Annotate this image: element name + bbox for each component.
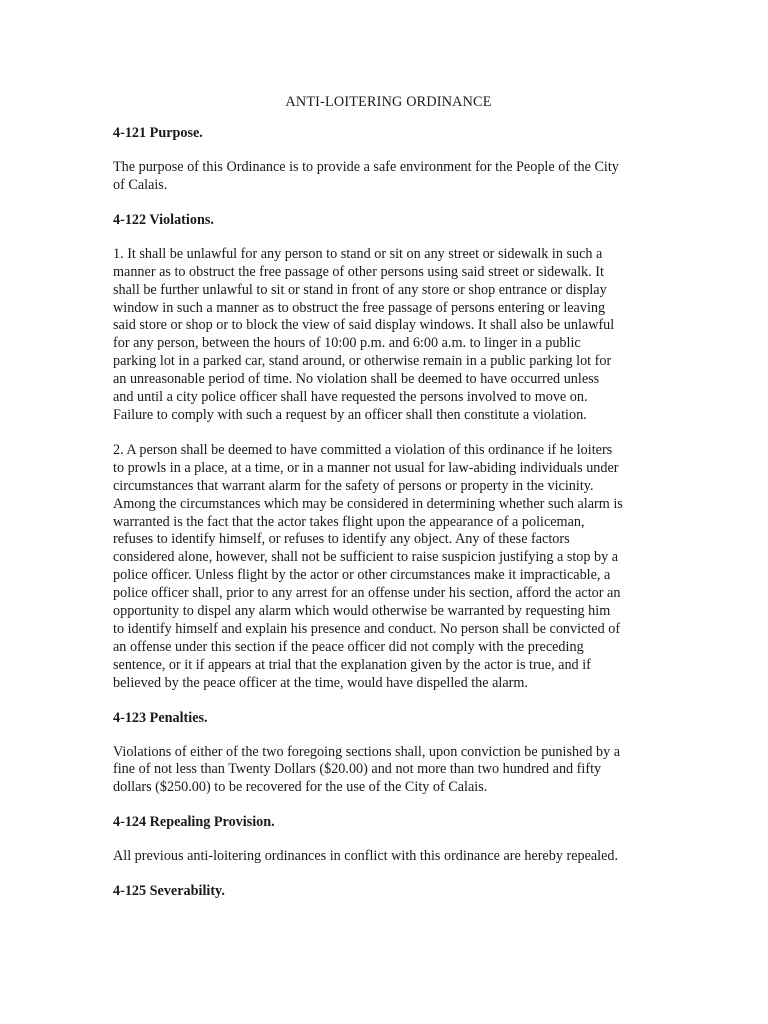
text-line: window in such a manner as to obstruct the free passage of persons entering or leaving [113,299,606,316]
text-line: an unreasonable period of time. No violation shall be deemed to have occurred unless [113,371,600,388]
text-line: considered alone, however, shall not be sufficient to raise suspicion justifying a stop by a [113,549,619,566]
section-penalties [113,710,658,798]
section-heading: 4-122 Violations. [113,211,214,228]
section-violations [113,212,658,693]
text-line: Violations of either of the two foregoing sections shall, upon conviction be punished by a [113,743,621,760]
text-line: 1. It shall be unlawful for any person to stand or sit on any street or sidewalk in such a [113,245,603,262]
text-line: to prowls in a place, at a time, or in a manner not usual for law-abiding individuals under [113,459,619,476]
text-line: All previous anti-loitering ordinances in conflict with this ordinance are hereby repealed. [113,848,619,865]
text-line: Failure to comply with such a request by an officer shall then constitute a violation. [113,406,587,423]
paragraph [113,442,658,693]
text-line: fine of not less than Twenty Dollars ($20.00) and not more than two hundred and fifty [113,761,602,778]
text-line: circumstances that warrant alarm for the safety of persons or property in the vicinity. [113,477,594,494]
text-line: to identify himself and explain his presence and conduct. No person shall be convicted of [113,620,621,637]
text-line: refuses to identify himself, or refuses to identify any object. Any of these factors [113,531,570,548]
text-line: opportunity to dispel any alarm which would otherwise be warranted by requesting him [113,603,611,620]
text-line: sentence, or it if appears at trial that the explanation given by the actor is true, and if [113,656,591,673]
section-repealing-provision [113,814,658,866]
text-line: said store or shop or to block the view of said display windows. It shall also be unlawful [113,317,615,334]
text-line: parking lot in a parked car, stand around, or otherwise remain in a public parking lot for [113,353,612,370]
text-line: believed by the peace officer at the time, would have dispelled the alarm. [113,674,528,691]
section-severability [113,883,658,900]
text-line: police officer shall, prior to any arrest for an offense under his section, afford the actor an [113,585,621,602]
text-line: for any person, between the hours of 10:00 p.m. and 6:00 a.m. to linger in a public [113,335,581,352]
paragraph [113,159,658,195]
text-line: of Calais. [113,176,168,193]
section-heading: 4-123 Penalties. [113,709,208,726]
text-line: police officer. Unless flight by the actor or other circumstances make it impracticable, a [113,567,611,584]
section-purpose [113,125,658,195]
paragraph [113,246,658,425]
text-line: Among the circumstances which may be considered in determining whether such alarm is [113,495,623,512]
text-line: shall be further unlawful to sit or stand in front of any store or shop entrance or display [113,281,607,298]
text-line: dollars ($250.00) to be recovered for the use of the City of Calais. [113,779,488,796]
section-heading: 4-121 Purpose. [113,125,203,141]
text-line: The purpose of this Ordinance is to provide a safe environment for the People of the City [113,159,619,175]
section-heading: 4-125 Severability. [113,883,225,900]
text-line: and until a city police officer shall have requested the persons involved to move on. [113,389,588,406]
text-line: manner as to obstruct the free passage of other persons using said street or sidewalk. It [113,263,604,280]
text-line: 2. A person shall be deemed to have committed a violation of this ordinance if he loiters [113,441,613,458]
text-line: warranted is the fact that the actor takes flight upon the appearance of a policeman, [113,513,585,530]
paragraph [113,744,658,798]
paragraph [113,848,658,866]
text-line: an offense under this section if the peace officer did not comply with the preceding [113,638,584,655]
section-heading: 4-124 Repealing Provision. [113,814,275,831]
document-title: ANTI-LOITERING ORDINANCE [285,94,492,110]
